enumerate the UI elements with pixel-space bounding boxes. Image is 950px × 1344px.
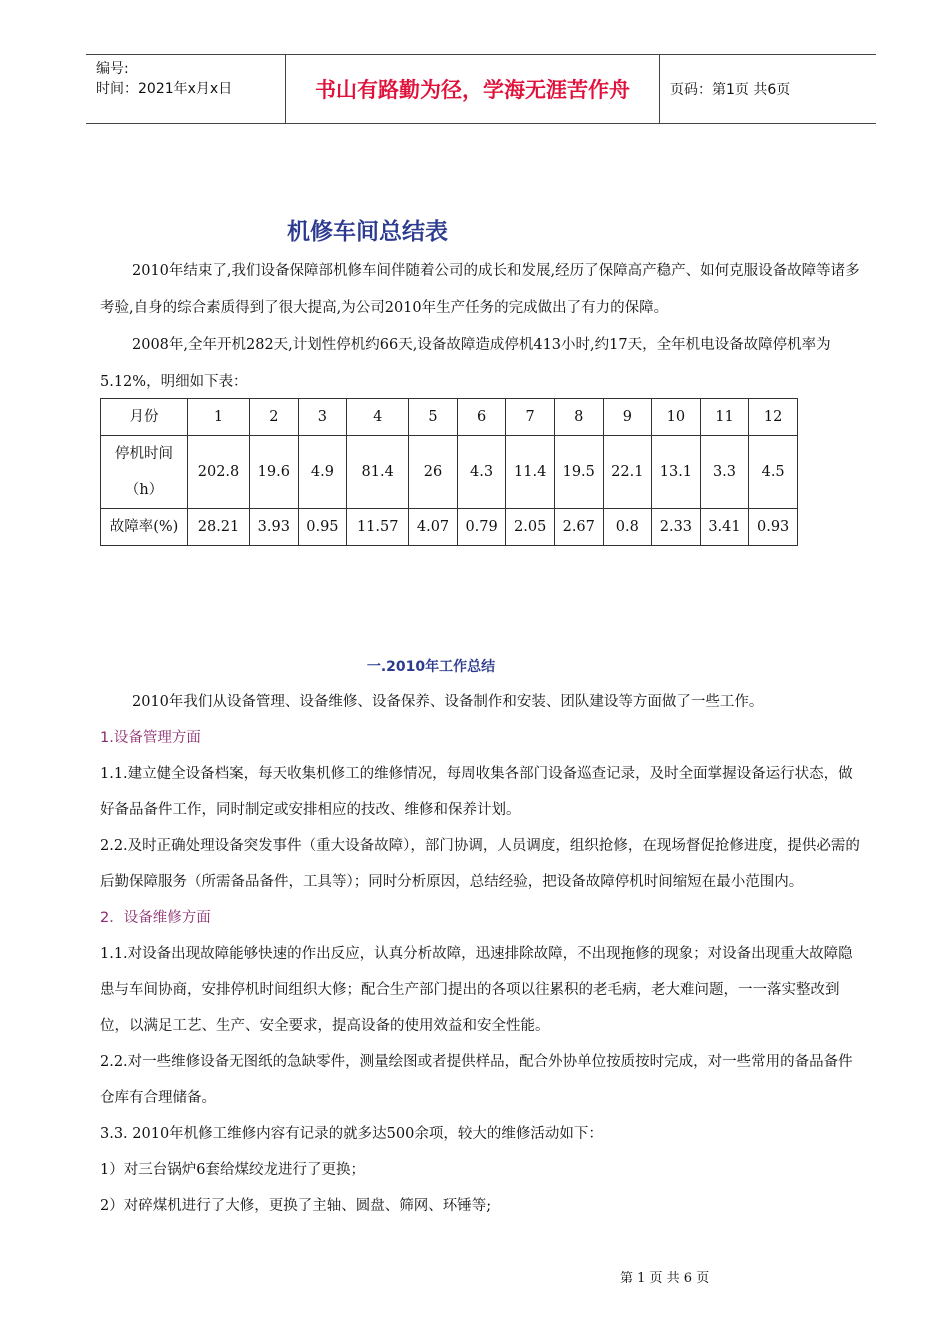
page-header bbox=[86, 54, 876, 124]
table-cell: 22.1 bbox=[603, 436, 652, 509]
table-cell: 19.6 bbox=[250, 436, 299, 509]
table-cell: 7 bbox=[506, 399, 555, 436]
list-item: 1）对三台锅炉6套给煤绞龙进行了更换； bbox=[100, 1162, 365, 1178]
table-cell: 4.3 bbox=[457, 436, 506, 509]
time-label: 时间：2021年x月x日 bbox=[96, 81, 233, 97]
table-cell: 11.57 bbox=[347, 509, 409, 546]
table-cell: 81.4 bbox=[347, 436, 409, 509]
table-cell: 3.3 bbox=[700, 436, 749, 509]
table-cell: 10 bbox=[652, 399, 701, 436]
paragraph: 2.2.及时正确处理设备突发事件（重大设备故障），部门协调，人员调度，组织抢修，在现场督促抢修进度，提供必需的后勤保障服务（所需备品备件，工具等）；同时分析原因，总结经验，把设备故障停机时间缩短在最小范围内。 bbox=[100, 838, 860, 890]
table-cell: 11.4 bbox=[506, 436, 555, 509]
table-cell: 6 bbox=[457, 399, 506, 436]
paragraph: 2.2.对一些维修设备无图纸的急缺零件，测量绘图或者提供样品，配合外协单位按质按时完成，对一些常用的备品备件仓库有合理储备。 bbox=[100, 1054, 853, 1106]
page-footer: 第 1 页 共 6 页 bbox=[620, 1271, 710, 1286]
table-cell: 9 bbox=[603, 399, 652, 436]
table-cell: 13.1 bbox=[652, 436, 701, 509]
number-label: 编号: bbox=[96, 61, 129, 77]
table-row-months bbox=[101, 399, 798, 436]
table-cell: 2.67 bbox=[554, 509, 603, 546]
table-cell: 2.05 bbox=[506, 509, 555, 546]
table-cell: 12 bbox=[749, 399, 798, 436]
paragraph: 3.3. 2010年机修工维修内容有记录的就多达500余项，较大的维修活动如下： bbox=[100, 1126, 603, 1142]
table-cell: 3 bbox=[298, 399, 347, 436]
table-cell: 19.5 bbox=[554, 436, 603, 509]
table-cell: 5 bbox=[409, 399, 458, 436]
table-cell: 2.33 bbox=[652, 509, 701, 546]
table-cell: 202.8 bbox=[188, 436, 250, 509]
table-cell: 4 bbox=[347, 399, 409, 436]
table-cell: 0.93 bbox=[749, 509, 798, 546]
table-cell: 0.95 bbox=[298, 509, 347, 546]
table-row-fault-rate bbox=[101, 509, 798, 546]
intro-block bbox=[100, 253, 862, 401]
table-row-label: 月份 bbox=[101, 399, 188, 436]
paragraph: 1.1.对设备出现故障能够快速的作出反应，认真分析故障，迅速排除故障，不出现拖修的现象；对设备出现重大故障隐患与车间协商，安排停机时间组织大修；配合生产部门提出的各项以往累积的老毛病，老大难问题，一一落实整改到位，以满足工艺、生产、安全要求，提高设备的使用效益和安全性能。 bbox=[100, 946, 853, 1034]
header-meta bbox=[86, 55, 286, 123]
table-cell: 26 bbox=[409, 436, 458, 509]
table-cell: 4.07 bbox=[409, 509, 458, 546]
subsection-title-management: 1.设备管理方面 bbox=[100, 730, 201, 746]
intro-paragraph-1: 2010年结束了,我们设备保障部机修车间伴随着公司的成长和发展,经历了保障高产稳产、如何克服设备故障等诸多考验,自身的综合素质得到了很大提高,为公司2010年生产任务的完成做出了有力的保障。 bbox=[100, 263, 860, 316]
section-title: 一.2010年工作总结 bbox=[366, 659, 496, 675]
document-title: 机修车间总结表 bbox=[287, 219, 448, 245]
header-motto: 书山有路勤为径，学海无涯苦作舟 bbox=[286, 55, 660, 123]
table-cell: 11 bbox=[700, 399, 749, 436]
table-cell: 0.79 bbox=[457, 509, 506, 546]
table-row-label: 停机时间（h） bbox=[101, 436, 188, 509]
intro-paragraph-2: 2008年,全年开机282天,计划性停机约66天,设备故障造成停机413小时,约17天，全年机电设备故障停机率为5.12%，明细如下表： bbox=[100, 337, 831, 390]
section-intro: 2010年我们从设备管理、设备维修、设备保养、设备制作和安装、团队建设等方面做了一些工作。 bbox=[132, 694, 764, 710]
table-cell: 8 bbox=[554, 399, 603, 436]
downtime-table bbox=[100, 398, 798, 546]
table-cell: 0.8 bbox=[603, 509, 652, 546]
table-cell: 4.5 bbox=[749, 436, 798, 509]
subsection-title-repair: 2．设备维修方面 bbox=[100, 910, 211, 926]
table-cell: 3.41 bbox=[700, 509, 749, 546]
table-cell: 3.93 bbox=[250, 509, 299, 546]
list-item: 2）对碎煤机进行了大修，更换了主轴、圆盘、筛网、环锤等; bbox=[100, 1198, 492, 1214]
section-body bbox=[100, 684, 862, 1224]
table-row-label: 故障率(%) bbox=[101, 509, 188, 546]
table-cell: 28.21 bbox=[188, 509, 250, 546]
paragraph: 1.1.建立健全设备档案，每天收集机修工的维修情况，每周收集各部门设备巡查记录，及时全面掌握设备运行状态，做好备品备件工作，同时制定或安排相应的技改、维修和保养计划。 bbox=[100, 766, 853, 818]
table-row-downtime bbox=[101, 436, 798, 509]
table-cell: 2 bbox=[250, 399, 299, 436]
table-cell: 1 bbox=[188, 399, 250, 436]
table-cell: 4.9 bbox=[298, 436, 347, 509]
header-page-info: 页码：第1页 共6页 bbox=[670, 82, 791, 98]
